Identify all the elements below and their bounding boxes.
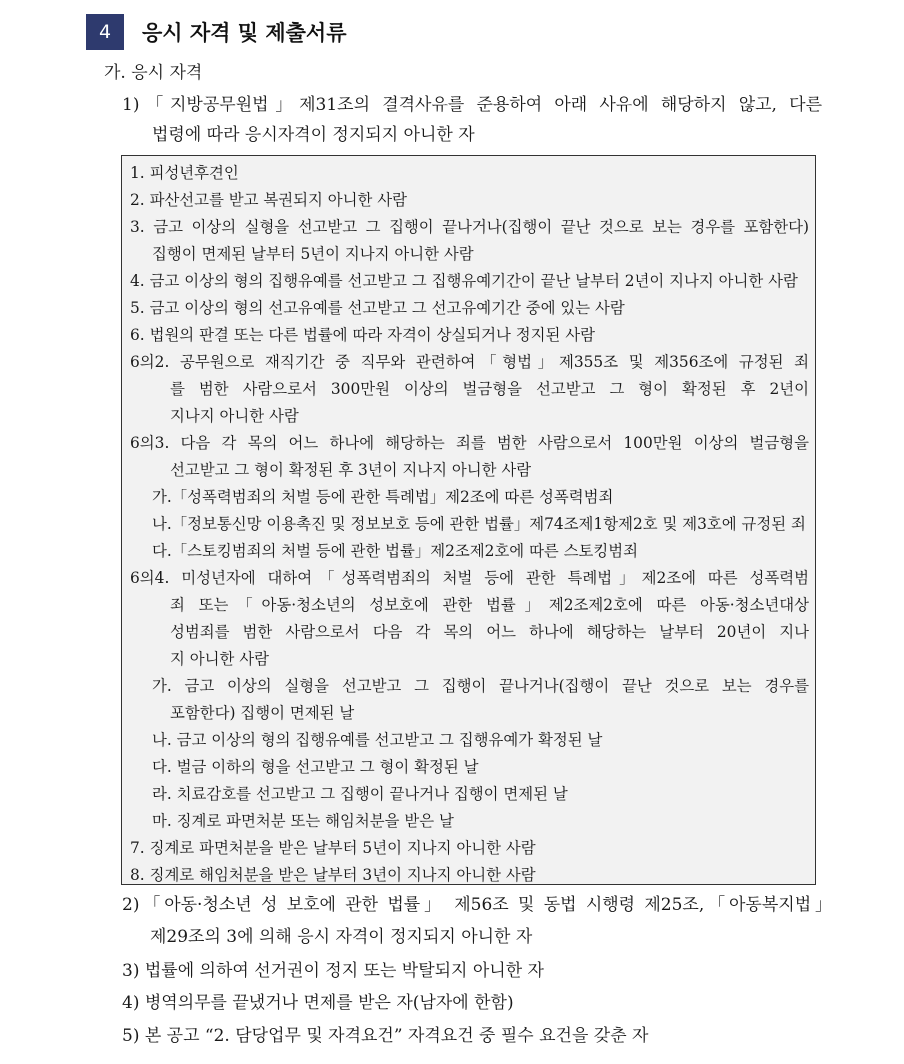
box-line: 나. 금고 이상의 형의 집행유예를 선고받고 그 집행유예가 확정된 날 [152, 731, 603, 749]
box-line: 6의3. 다음 각 목의 어느 하나에 해당하는 죄를 범한 사람으로서 100만원 이상의 벌금형을 [130, 434, 809, 452]
eligibility-item-3: 3) 법률에 의하여 선거권이 정지 또는 박탈되지 아니한 자 [122, 961, 544, 981]
box-line: 지 아니한 사람 [170, 650, 269, 668]
eligibility-item-2 [122, 889, 832, 953]
box-line: 5. 금고 이상의 형의 선고유예를 선고받고 그 선고유예기간 중에 있는 사람 [130, 299, 625, 317]
box-line: 가. 금고 이상의 실형을 선고받고 그 집행이 끝나거나(집행이 끝난 것으로 보는 경우를 [152, 677, 809, 695]
box-line: 7. 징계로 파면처분을 받은 날부터 5년이 지나지 아니한 사람 [130, 839, 536, 857]
box-line: 다. 벌금 이하의 형을 선고받고 그 형이 확정된 날 [152, 758, 479, 776]
item1-line2: 법령에 따라 응시자격이 정지되지 아니한 자 [152, 125, 475, 145]
box-line: 6의4. 미성년자에 대하여「성폭력범죄의 처벌 등에 관한 특례법」제2조에 따른 성폭력범 [130, 569, 809, 587]
disqualification-box [121, 155, 816, 885]
box-line: 성범죄를 범한 사람으로서 다음 각 목의 어느 하나에 해당하는 날부터 20년이 지나 [170, 623, 809, 641]
section-title: 응시 자격 및 제출서류 [142, 21, 347, 45]
box-line: 죄 또는「아동·청소년의 성보호에 관한 법률」제2조제2호에 따른 아동·청소년대상 [170, 596, 809, 614]
eligibility-item-4: 4) 병역의무를 끝냈거나 면제를 받은 자(남자에 한함) [122, 993, 514, 1013]
box-line: 다.「스토킹범죄의 처벌 등에 관한 법률」제2조제2호에 따른 스토킹범죄 [152, 542, 639, 560]
box-line: 집행이 면제된 날부터 5년이 지나지 아니한 사람 [152, 245, 474, 263]
box-line: 라. 치료감호를 선고받고 그 집행이 끝나거나 집행이 면제된 날 [152, 785, 568, 803]
box-line: 포함한다) 집행이 면제된 날 [170, 704, 355, 722]
box-line: 2. 파산선고를 받고 복권되지 아니한 사람 [130, 191, 408, 209]
box-line: 4. 금고 이상의 형의 집행유예를 선고받고 그 집행유예기간이 끝난 날부터 2년이 지나지 아니한 사람 [130, 272, 798, 290]
eligibility-item-1 [122, 90, 822, 150]
box-line: 8. 징계로 해임처분을 받은 날부터 3년이 지나지 아니한 사람 [130, 866, 536, 884]
box-line: 마. 징계로 파면처분 또는 해임처분을 받은 날 [152, 812, 454, 830]
box-line: 를 범한 사람으로서 300만원 이상의 벌금형을 선고받고 그 형이 확정된 후 2년이 [170, 380, 809, 398]
section-header [86, 14, 347, 50]
box-line: 6. 법원의 판결 또는 다른 법률에 따라 자격이 상실되거나 정지된 사람 [130, 326, 596, 344]
box-line: 가.「성폭력범죄의 처벌 등에 관한 특례법」제2조에 따른 성폭력범죄 [152, 488, 614, 506]
item1-line1: 1)「지방공무원법」제31조의 결격사유를 준용하여 아래 사유에 해당하지 않고, 다른 [122, 95, 822, 115]
item2-line1: 2)「아동·청소년 성 보호에 관한 법률」 제56조 및 동법 시행령 제25조,「아동복지법」 [122, 895, 832, 915]
box-line: 6의2. 공무원으로 재직기간 중 직무와 관련하여「형법」제355조 및 제356조에 규정된 죄 [130, 353, 809, 371]
eligibility-item-5: 5) 본 공고 “2. 담당업무 및 자격요건” 자격요건 중 필수 요건을 갖춘 자 [122, 1026, 649, 1046]
section-number-badge: 4 [86, 14, 124, 50]
box-line: 선고받고 그 형이 확정된 후 3년이 지나지 아니한 사람 [170, 461, 532, 479]
item2-line2: 제29조의 3에 의해 응시 자격이 정지되지 아니한 자 [150, 927, 533, 947]
box-line: 나.「정보통신망 이용촉진 및 정보보호 등에 관한 법률」제74조제1항제2호 및 제3호에 규정된 죄 [152, 515, 806, 533]
subheading-eligibility: 가. 응시 자격 [104, 63, 203, 83]
box-line: 3. 금고 이상의 실형을 선고받고 그 집행이 끝나거나(집행이 끝난 것으로 보는 경우를 포함한다) [130, 218, 809, 236]
box-line: 1. 피성년후견인 [130, 164, 239, 182]
box-line: 지나지 아니한 사람 [170, 407, 299, 425]
